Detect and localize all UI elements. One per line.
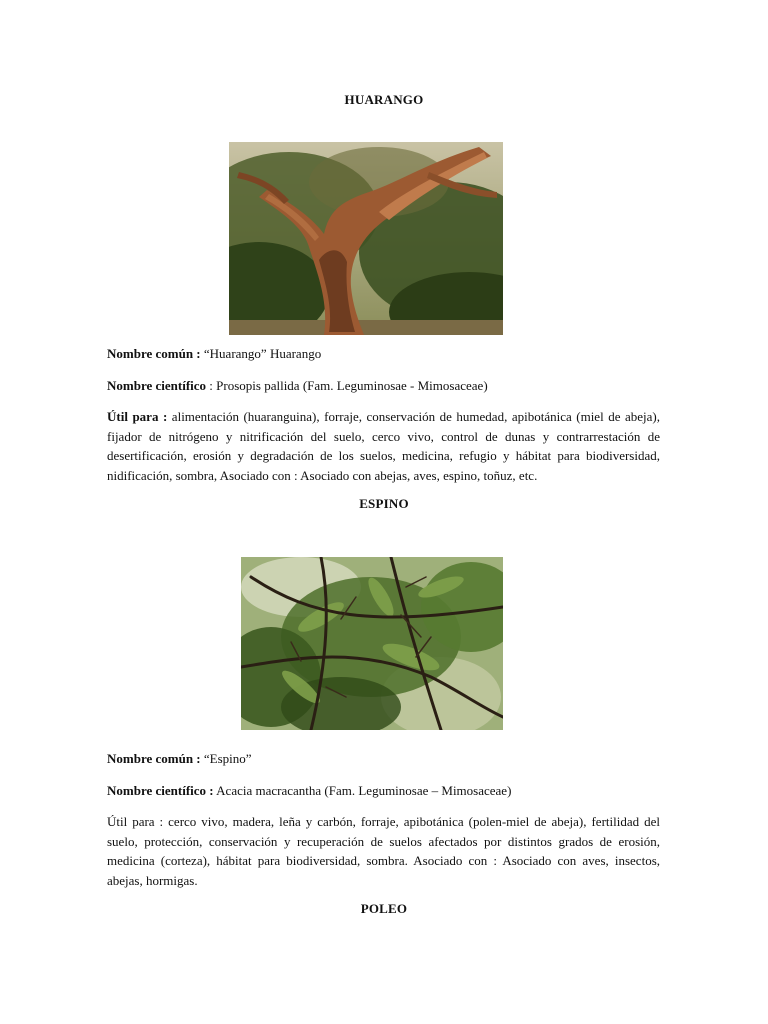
common-name-value: “Espino” (200, 751, 252, 766)
huarango-common-name (107, 344, 660, 364)
scientific-name-label: Nombre científico : (107, 783, 214, 798)
section-title-huarango: HUARANGO (344, 92, 424, 107)
huarango-uses (107, 407, 660, 485)
espino-uses: Útil para : cerco vivo, madera, leña y carbón, forraje, apibotánica (polen-miel de abeja), fertilidad del suelo, protección, conservación y recuperación de suelos afectados por distintos grados de erosión, medicina (corteza), hábitat para biodiversidad, sombra. Asociado con : Asociado con aves, insectos, abejas, hormigas. (107, 814, 660, 888)
huarango-photo-art (229, 142, 503, 335)
espino-scientific-name (107, 781, 660, 801)
espino-photo (241, 557, 503, 730)
common-name-label: Nombre común : (107, 346, 201, 361)
common-name-label: Nombre común : (107, 751, 201, 766)
huarango-photo (229, 142, 503, 335)
common-name-value: “Huarango” Huarango (200, 346, 322, 361)
uses-label: Útil para : (107, 409, 168, 424)
section-title-espino: ESPINO (359, 496, 409, 511)
huarango-scientific-name (107, 376, 660, 396)
scientific-name-value: : Prosopis pallida (Fam. Leguminosae - Mimosaceae) (206, 378, 488, 393)
espino-common-name (107, 749, 660, 769)
scientific-name-label: Nombre científico (107, 378, 207, 393)
scientific-name-value: Acacia macracantha (Fam. Leguminosae – Mimosaceae) (213, 783, 512, 798)
section-title-poleo: POLEO (360, 901, 408, 916)
uses-value: alimentación (huaranguina), forraje, conservación de humedad, apibotánica (miel de abeja), fijador de nitrógeno y nitrificación del suelo, cerco vivo, control de dunas y contrarrestación de desertificación, erosión y degradación de los suelos, medicina, refugio y hábitat para biodiversidad, nidificación, sombra, Asociado con : Asociado con abejas, aves, espino, toñuz, etc. (107, 409, 660, 483)
espino-photo-art (241, 557, 503, 730)
